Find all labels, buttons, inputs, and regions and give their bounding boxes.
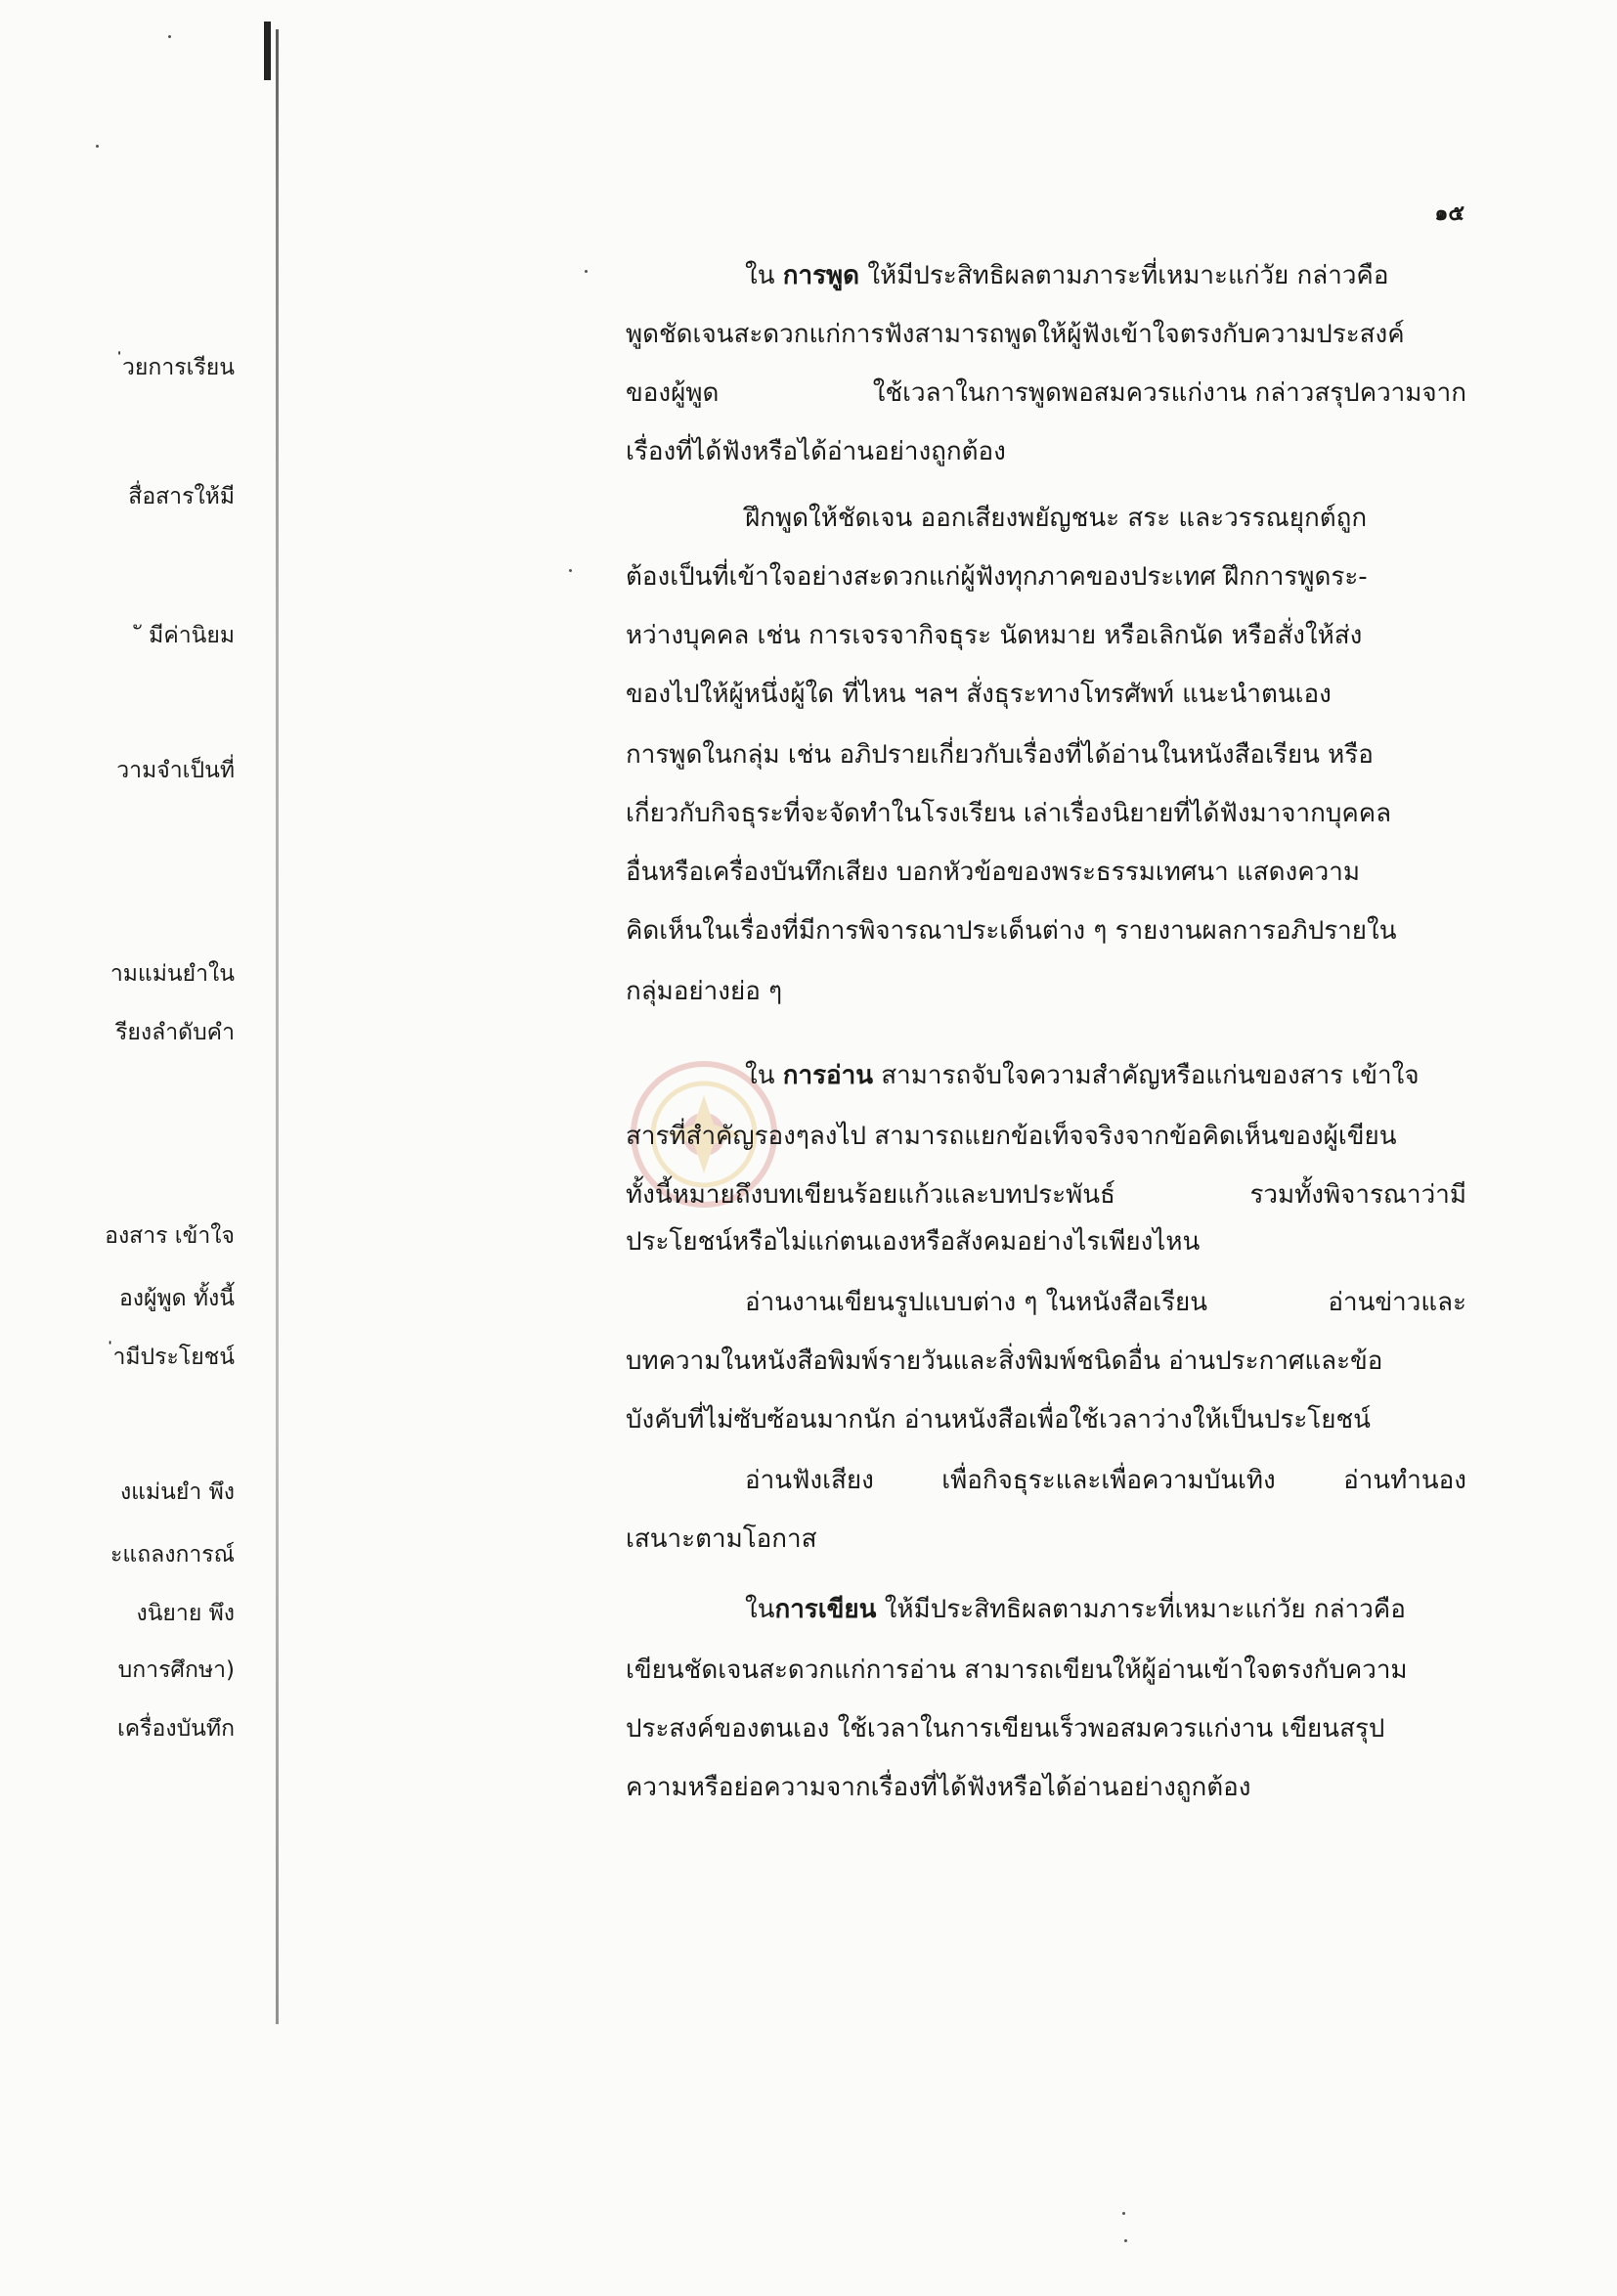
left-fragment: วามจำเป็นที่: [116, 758, 235, 783]
left-fragment: รียงลำดับคำ: [115, 1020, 235, 1045]
speaking-line3b: ใช้เวลาในการพูดพอสมควรแก่งาน กล่าวสรุปความจาก: [872, 378, 1466, 408]
left-fragment: ะแถลงการณ์: [110, 1542, 235, 1567]
speaking-line-2: พูดชัดเจนสะดวกแก่การฟังสามารถพูดให้ผู้ฟังเข้าใจตรงกับความประสงค์: [626, 320, 1405, 349]
page-number: ๑๕: [1434, 201, 1464, 226]
scan-speck: [1122, 2212, 1125, 2215]
reading-p2-line1a: อ่านงานเขียนรูปแบบต่าง ๆ ในหนังสือเรียน: [745, 1288, 1208, 1317]
speaking-p2-line: กลุ่มอย่างย่อ ๆ: [626, 977, 783, 1006]
left-fragment: องผู้พูด ทั้งนี้: [118, 1286, 235, 1311]
reading-p3-b: เพื่อกิจธุระและเพื่อความบันเทิง: [941, 1466, 1276, 1495]
left-fragment: งนิยาย พึง: [136, 1601, 235, 1626]
binding-mark: [264, 22, 271, 80]
reading-p3-line-2: เสนาะตามโอกาส: [626, 1524, 817, 1554]
reading-p2-line1b: อ่านข่าวและ: [1328, 1288, 1466, 1317]
scan-speck: [168, 35, 171, 38]
left-fragment: สื่อสารให้มี: [128, 484, 235, 509]
writing-line-1: [745, 1590, 1466, 1629]
reading-p2-line-3: บังคับที่ไม่ซับซ้อนมากนัก อ่านหนังสือเพื่อใช้เวลาว่างให้เป็นประโยชน์: [626, 1405, 1371, 1435]
writing-line-4: ความหรือย่อความจากเรื่องที่ได้ฟังหรือได้อ่านอย่างถูกต้อง: [626, 1773, 1251, 1802]
speaking-line-4: เรื่องที่ได้ฟังหรือได้อ่านอย่างถูกต้อง: [626, 437, 1006, 466]
reading-heading: การอ่าน: [782, 1061, 874, 1090]
speaking-p2-line: เกี่ยวกับกิจธุระที่จะจัดทำในโรงเรียน เล่าเรื่องนิยายที่ได้ฟังมาจากบุคคล: [626, 799, 1392, 828]
speaking-p2-line: อื่นหรือเครื่องบันทึกเสียง บอกหัวข้อของพระธรรมเทศนา แสดงความ: [626, 858, 1360, 887]
speaking-line-3: [626, 374, 1466, 413]
reading-p3-c: อ่านทำนอง: [1343, 1466, 1466, 1495]
speaking-p2-line: ฝึกพูดให้ชัดเจน ออกเสียงพยัญชนะ สระ และวรรณยุกต์ถูก: [745, 504, 1368, 533]
speaking-p2-line: ของไปให้ผู้หนึ่งผู้ใด ที่ไหน ฯลฯ สั่งธุระทางโทรศัพท์ แนะนำตนเอง: [626, 680, 1332, 709]
writing-heading: การเขียน: [774, 1595, 877, 1624]
reading-line-1: [745, 1056, 1466, 1095]
reading-line-2: สารที่สำคัญรองๆลงไป สามารถแยกข้อเท็จจริงจากข้อคิดเห็นของผู้เขียน: [626, 1122, 1397, 1151]
speaking-p2-line: การพูดในกลุ่ม เช่น อภิปรายเกี่ยวกับเรื่องที่ได้อ่านในหนังสือเรียน หรือ: [626, 740, 1374, 770]
speaking-p2-line: หว่างบุคคล เช่น การเจรจากิจธุระ นัดหมาย หรือเลิกนัด หรือสั่งให้ส่ง: [626, 621, 1363, 650]
writing-line-3: ประสงค์ของตนเอง ใช้เวลาในการเขียนเร็วพอสมควรแก่งาน เขียนสรุป: [626, 1714, 1385, 1744]
left-fragment: ่วยการเรียน: [122, 355, 235, 380]
speaking-line1-rest: ให้มีประสิทธิผลตามภาระที่เหมาะแก่วัย กล่าวคือ: [859, 261, 1389, 290]
left-fragment: บการศึกษา): [117, 1657, 235, 1683]
reading-p2-line-1: [745, 1283, 1466, 1322]
left-fragment: องสาร เข้าใจ: [105, 1223, 235, 1249]
scan-speck: [96, 145, 99, 148]
left-fragment: เครื่องบันทึก: [116, 1716, 235, 1742]
left-fragment: ั มีค่านิยม: [141, 623, 235, 648]
speaking-p2-line: คิดเห็นในเรื่องที่มีการพิจารณาประเด็นต่าง ๆ รายงานผลการอภิปรายใน: [626, 916, 1397, 946]
writing-line1-rest: ให้มีประสิทธิผลตามภาระที่เหมาะแก่วัย กล่าวคือ: [876, 1595, 1406, 1624]
writing-line-2: เขียนชัดเจนสะดวกแก่การอ่าน สามารถเขียนให้ผู้อ่านเข้าใจตรงกับความ: [626, 1656, 1408, 1685]
reading-lead: ใน: [745, 1061, 783, 1090]
scan-speck: [585, 270, 588, 273]
reading-line-3: [626, 1175, 1466, 1214]
reading-line3a: ทั้งนี้หมายถึงบทเขียนร้อยแก้วและบทประพันธ์: [626, 1180, 1115, 1210]
left-fragment: ่ามีประโยชน์: [112, 1345, 235, 1370]
binding-gutter-line: [276, 29, 279, 2024]
speaking-p2-line: ต้องเป็นที่เข้าใจอย่างสะดวกแก่ผู้ฟังทุกภาคของประเทศ ฝึกการพูดระ-: [626, 562, 1368, 592]
writing-lead: ใน: [745, 1595, 775, 1624]
scan-speck: [1124, 2239, 1127, 2242]
speaking-line3a: ของผู้พูด: [626, 378, 720, 408]
reading-line1-rest: สามารถจับใจความสำคัญหรือแก่นของสาร เข้าใจ: [873, 1061, 1420, 1090]
scan-speck: [569, 569, 572, 572]
reading-p3-a: อ่านฟังเสียง: [745, 1466, 874, 1495]
speaking-line-1: [745, 256, 1466, 295]
reading-p2-line-2: บทความในหนังสือพิมพ์รายวันและสิ่งพิมพ์ชนิดอื่น อ่านประกาศและข้อ: [626, 1347, 1383, 1376]
reading-p3-line-1: [745, 1461, 1466, 1500]
left-fragment: งแม่นยำ พึง: [119, 1479, 235, 1505]
reading-line-4: ประโยชน์หรือไม่แก่ตนเองหรือสังคมอย่างไรเพียงไหน: [626, 1227, 1201, 1257]
speaking-heading: การพูด: [782, 261, 860, 290]
left-fragment: ามแม่นยำใน: [109, 961, 235, 987]
reading-line3b: รวมทั้งพิจารณาว่ามี: [1249, 1180, 1466, 1210]
speaking-lead: ใน: [745, 261, 783, 290]
